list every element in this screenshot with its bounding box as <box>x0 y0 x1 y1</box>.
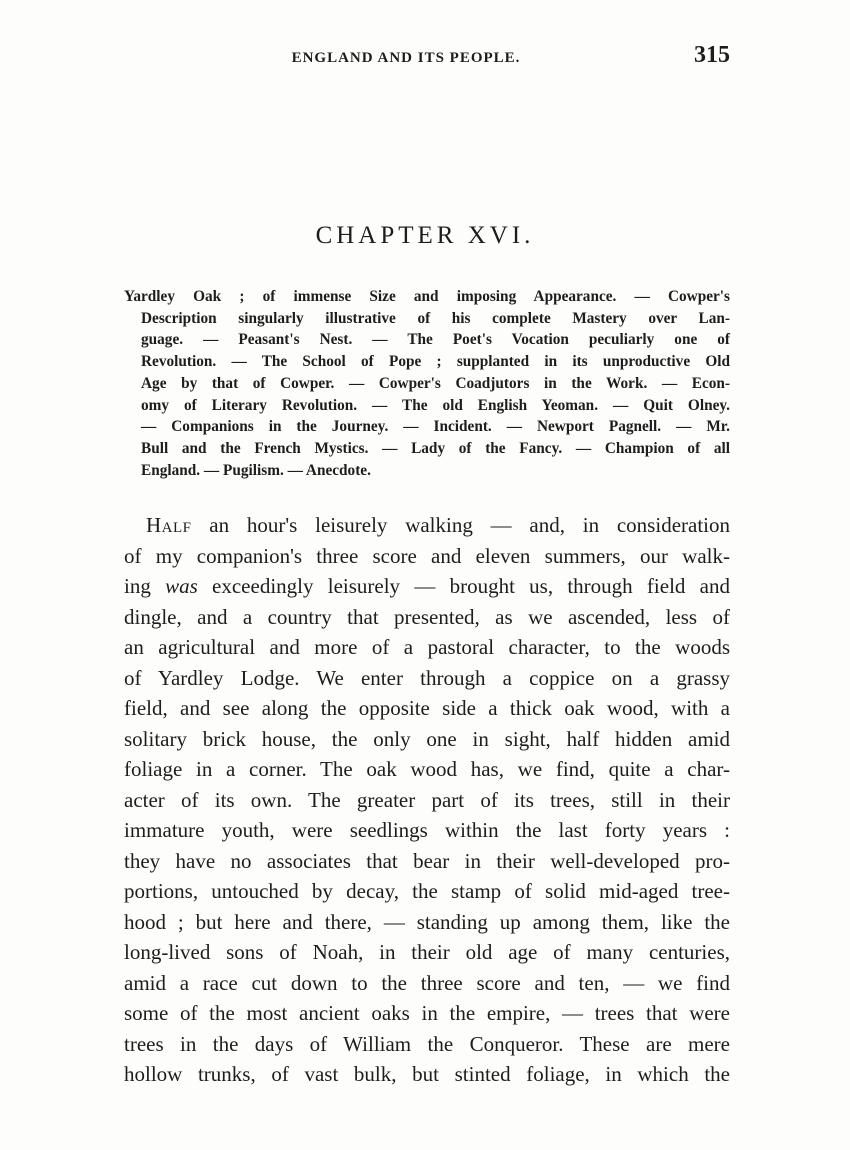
synopsis-line: — Companions in the Journey. — Incident. — Newport Pagnell. — Mr. <box>141 418 730 436</box>
body-line: of Yardley Lodge. We enter through a coppice on a grassy <box>124 665 730 690</box>
synopsis-line: Age by that of Cowper. — Cowper's Coadjutors in the Work. — Econ- <box>141 374 730 392</box>
page-number: 315 <box>694 42 730 68</box>
running-title: ENGLAND AND ITS PEOPLE. <box>291 50 521 66</box>
body-line-text: exceedingly leisurely — brought us, through field and <box>197 574 730 598</box>
opening-word: Half <box>146 513 192 537</box>
body-line: an agricultural and more of a pastoral character, to the woods <box>124 635 730 659</box>
synopsis-line: Revolution. — The School of Pope ; supplanted in its unproductive Old <box>141 353 730 371</box>
body-line: hollow trunks, of vast bulk, but stinted foliage, in which the <box>124 1062 730 1086</box>
body-line: portions, untouched by decay, the stamp of solid mid-aged tree- <box>124 879 730 903</box>
synopsis-line: guage. — Peasant's Nest. — The Poet's Vocation peculiarly one of <box>141 331 730 349</box>
synopsis-line: omy of Literary Revolution. — The old English Yeoman. — Quit Olney. <box>141 396 730 414</box>
synopsis-line: Description singularly illustrative of his complete Mastery over Lan- <box>141 309 730 327</box>
chapter-title: CHAPTER XVI. <box>315 222 535 249</box>
synopsis-line: England. — Pugilism. — Anecdote. <box>141 461 371 479</box>
body-line: dingle, and a country that presented, as we ascended, less of <box>124 604 730 629</box>
body-line-text: an hour's leisurely walking — and, in consideration <box>191 513 730 537</box>
body-line: of my companion's three score and eleven summers, our walk- <box>124 543 730 568</box>
body-line: acter of its own. The greater part of its trees, still in their <box>124 787 730 812</box>
body-line: field, and see along the opposite side a thick oak wood, with a <box>124 696 730 720</box>
body-line: long-lived sons of Noah, in their old age of many centuries, <box>124 940 730 964</box>
body-line <box>124 510 730 541</box>
synopsis-line: Bull and the French Mystics. — Lady of the Fancy. — Champion of all <box>141 439 730 457</box>
body-line: solitary brick house, the only one in sight, half hidden amid <box>124 726 730 751</box>
body-line: amid a race cut down to the three score and ten, — we find <box>124 970 730 995</box>
body-line: they have no associates that bear in their well-developed pro- <box>124 848 730 873</box>
body-line: hood ; but here and there, — standing up among them, like the <box>124 909 730 934</box>
body-line: some of the most ancient oaks in the empire, — trees that were <box>124 1001 730 1025</box>
body-line: trees in the days of William the Conqueror. These are mere <box>124 1031 730 1056</box>
chapter-synopsis <box>124 286 730 481</box>
running-head <box>120 42 730 82</box>
body-line: foliage in a corner. The oak wood has, we find, quite a char- <box>124 757 730 781</box>
synopsis-line: Yardley Oak ; of immense Size and imposing Appearance. — Cowper's <box>124 288 730 305</box>
body-line <box>124 571 730 602</box>
body-line: immature youth, were seedlings within the last forty years : <box>124 818 730 842</box>
body-paragraph <box>124 510 730 1090</box>
body-line-text: ing <box>124 574 166 598</box>
emphasis-word: was <box>165 574 198 598</box>
